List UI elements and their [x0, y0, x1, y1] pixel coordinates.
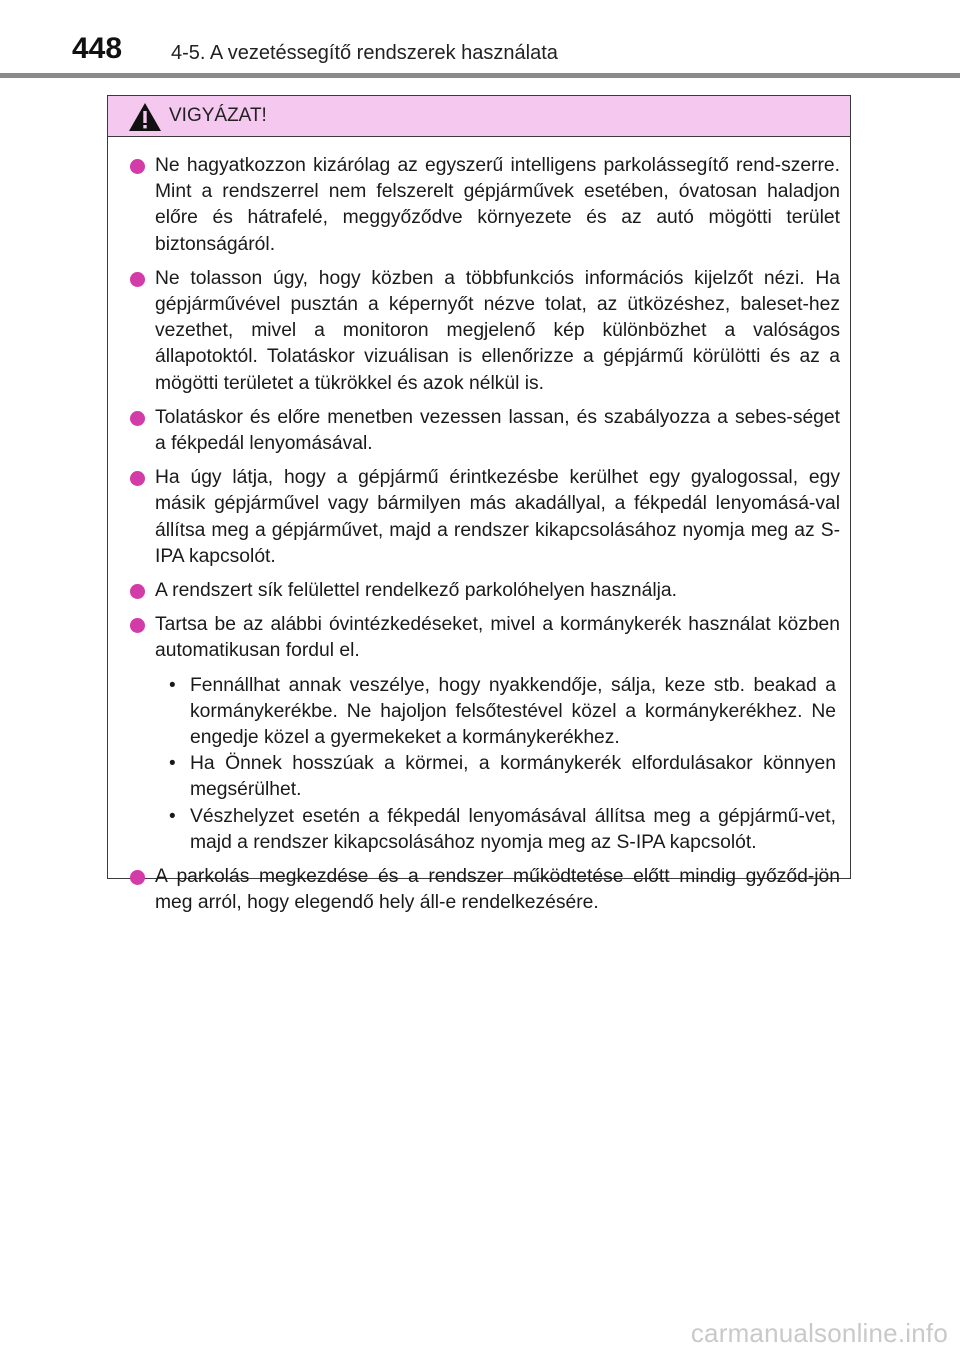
- warning-sub-item: [155, 804, 840, 856]
- bullet-dot-icon: [130, 870, 145, 885]
- warning-item-text: Ha úgy látja, hogy a gépjármű érintkezésbe kerülhet egy gyalogossal, egy másik gépjárművel vagy bármilyen más akadállyal, a fékpedál lenyomásá-val állítsa meg a gépjárművet, majd a rendszer kikapcsolásához nyomja meg az S-IPA kapcsolót.: [155, 467, 840, 567]
- warning-item: [130, 864, 840, 916]
- warning-item-text: A parkolás megkezdése és a rendszer működtetése előtt mindig győződ-jön meg arról, hogy elegendő hely áll-e rendelkezésére.: [155, 866, 840, 914]
- warning-item: [130, 266, 840, 397]
- warning-item-text: A rendszert sík felülettel rendelkező parkolóhelyen használja.: [155, 580, 677, 602]
- bullet-dot-icon: [130, 159, 145, 174]
- section-title: 4-5. A vezetéssegítő rendszerek használata: [171, 42, 558, 64]
- warning-item: [130, 612, 840, 856]
- warning-sub-item: [155, 673, 840, 752]
- warning-sub-item-text: Fennállhat annak veszélye, hogy nyakkendője, sálja, keze stb. beakad a kormánykerékbe. Ne hajoljon felsőtestével közel a kormánykerékhez. Ne engedje közel a gyermekeket a kormánykerékhez.: [190, 674, 836, 749]
- sub-bullet: •: [169, 674, 176, 696]
- bullet-dot-icon: [130, 618, 145, 633]
- bullet-dot-icon: [130, 272, 145, 287]
- warning-item: [130, 578, 840, 604]
- warning-item: [130, 405, 840, 457]
- warning-sub-item-text: Ha Önnek hosszúak a körmei, a kormánykerék elfordulásakor könnyen megsérülhet.: [190, 753, 836, 801]
- bullet-dot-icon: [130, 471, 145, 486]
- warning-item: [130, 153, 840, 258]
- warning-item: [130, 465, 840, 570]
- warning-sub-list: [155, 673, 840, 856]
- page-header: [0, 0, 960, 80]
- warning-item-text: Tolatáskor és előre menetben vezessen lassan, és szabályozza a sebes-séget a fékpedál lenyomásával.: [155, 406, 840, 455]
- warning-item-text: Ne tolasson úgy, hogy közben a többfunkciós információs kijelzőt nézi. Ha gépjárművével pusztán a képernyőt nézve tolat, az ütközéshez, baleset-hez vezethet, mivel a monitoron megjelenő kép különbözhet a valóságos állapotoktól. Tolatáskor vizuálisan is ellenőrizze a gépjármű körülötti és az a mögötti területet a tükrökkel és azok nélkül is.: [155, 267, 840, 394]
- header-divider: [0, 73, 960, 78]
- bullet-dot-icon: [130, 584, 145, 599]
- warning-item-text: Tartsa be az alábbi óvintézkedéseket, mivel a kormánykerék használat közben automatikusan fordul el.: [155, 614, 840, 662]
- warning-header: [108, 96, 850, 137]
- watermark: carmanualsonline.info: [690, 1318, 948, 1348]
- page-number: 448: [72, 32, 123, 65]
- warning-label: VIGYÁZAT!: [169, 105, 267, 126]
- warning-item-text: Ne hagyatkozzon kizárólag az egyszerű intelligens parkolássegítő rend-szerre. Mint a rendszerrel nem felszerelt gépjárművek esetében, óvatosan haladjon előre és hátrafelé, meggyőződve környezete és az autó mögötti terület biztonságáról.: [155, 155, 840, 255]
- sub-bullet: •: [169, 805, 176, 827]
- warning-triangle-icon: [128, 102, 162, 132]
- warning-sub-item-text: Vészhelyzet esetén a fékpedál lenyomásával állítsa meg a gépjármű-vet, majd a rendszer kikapcsolásához nyomja meg az S-IPA kapcsolót.: [190, 805, 836, 853]
- bullet-dot-icon: [130, 411, 145, 426]
- warning-body: [108, 137, 850, 916]
- sub-bullet: •: [169, 753, 176, 775]
- warning-box: [107, 95, 851, 914]
- warning-sub-item: [155, 751, 840, 803]
